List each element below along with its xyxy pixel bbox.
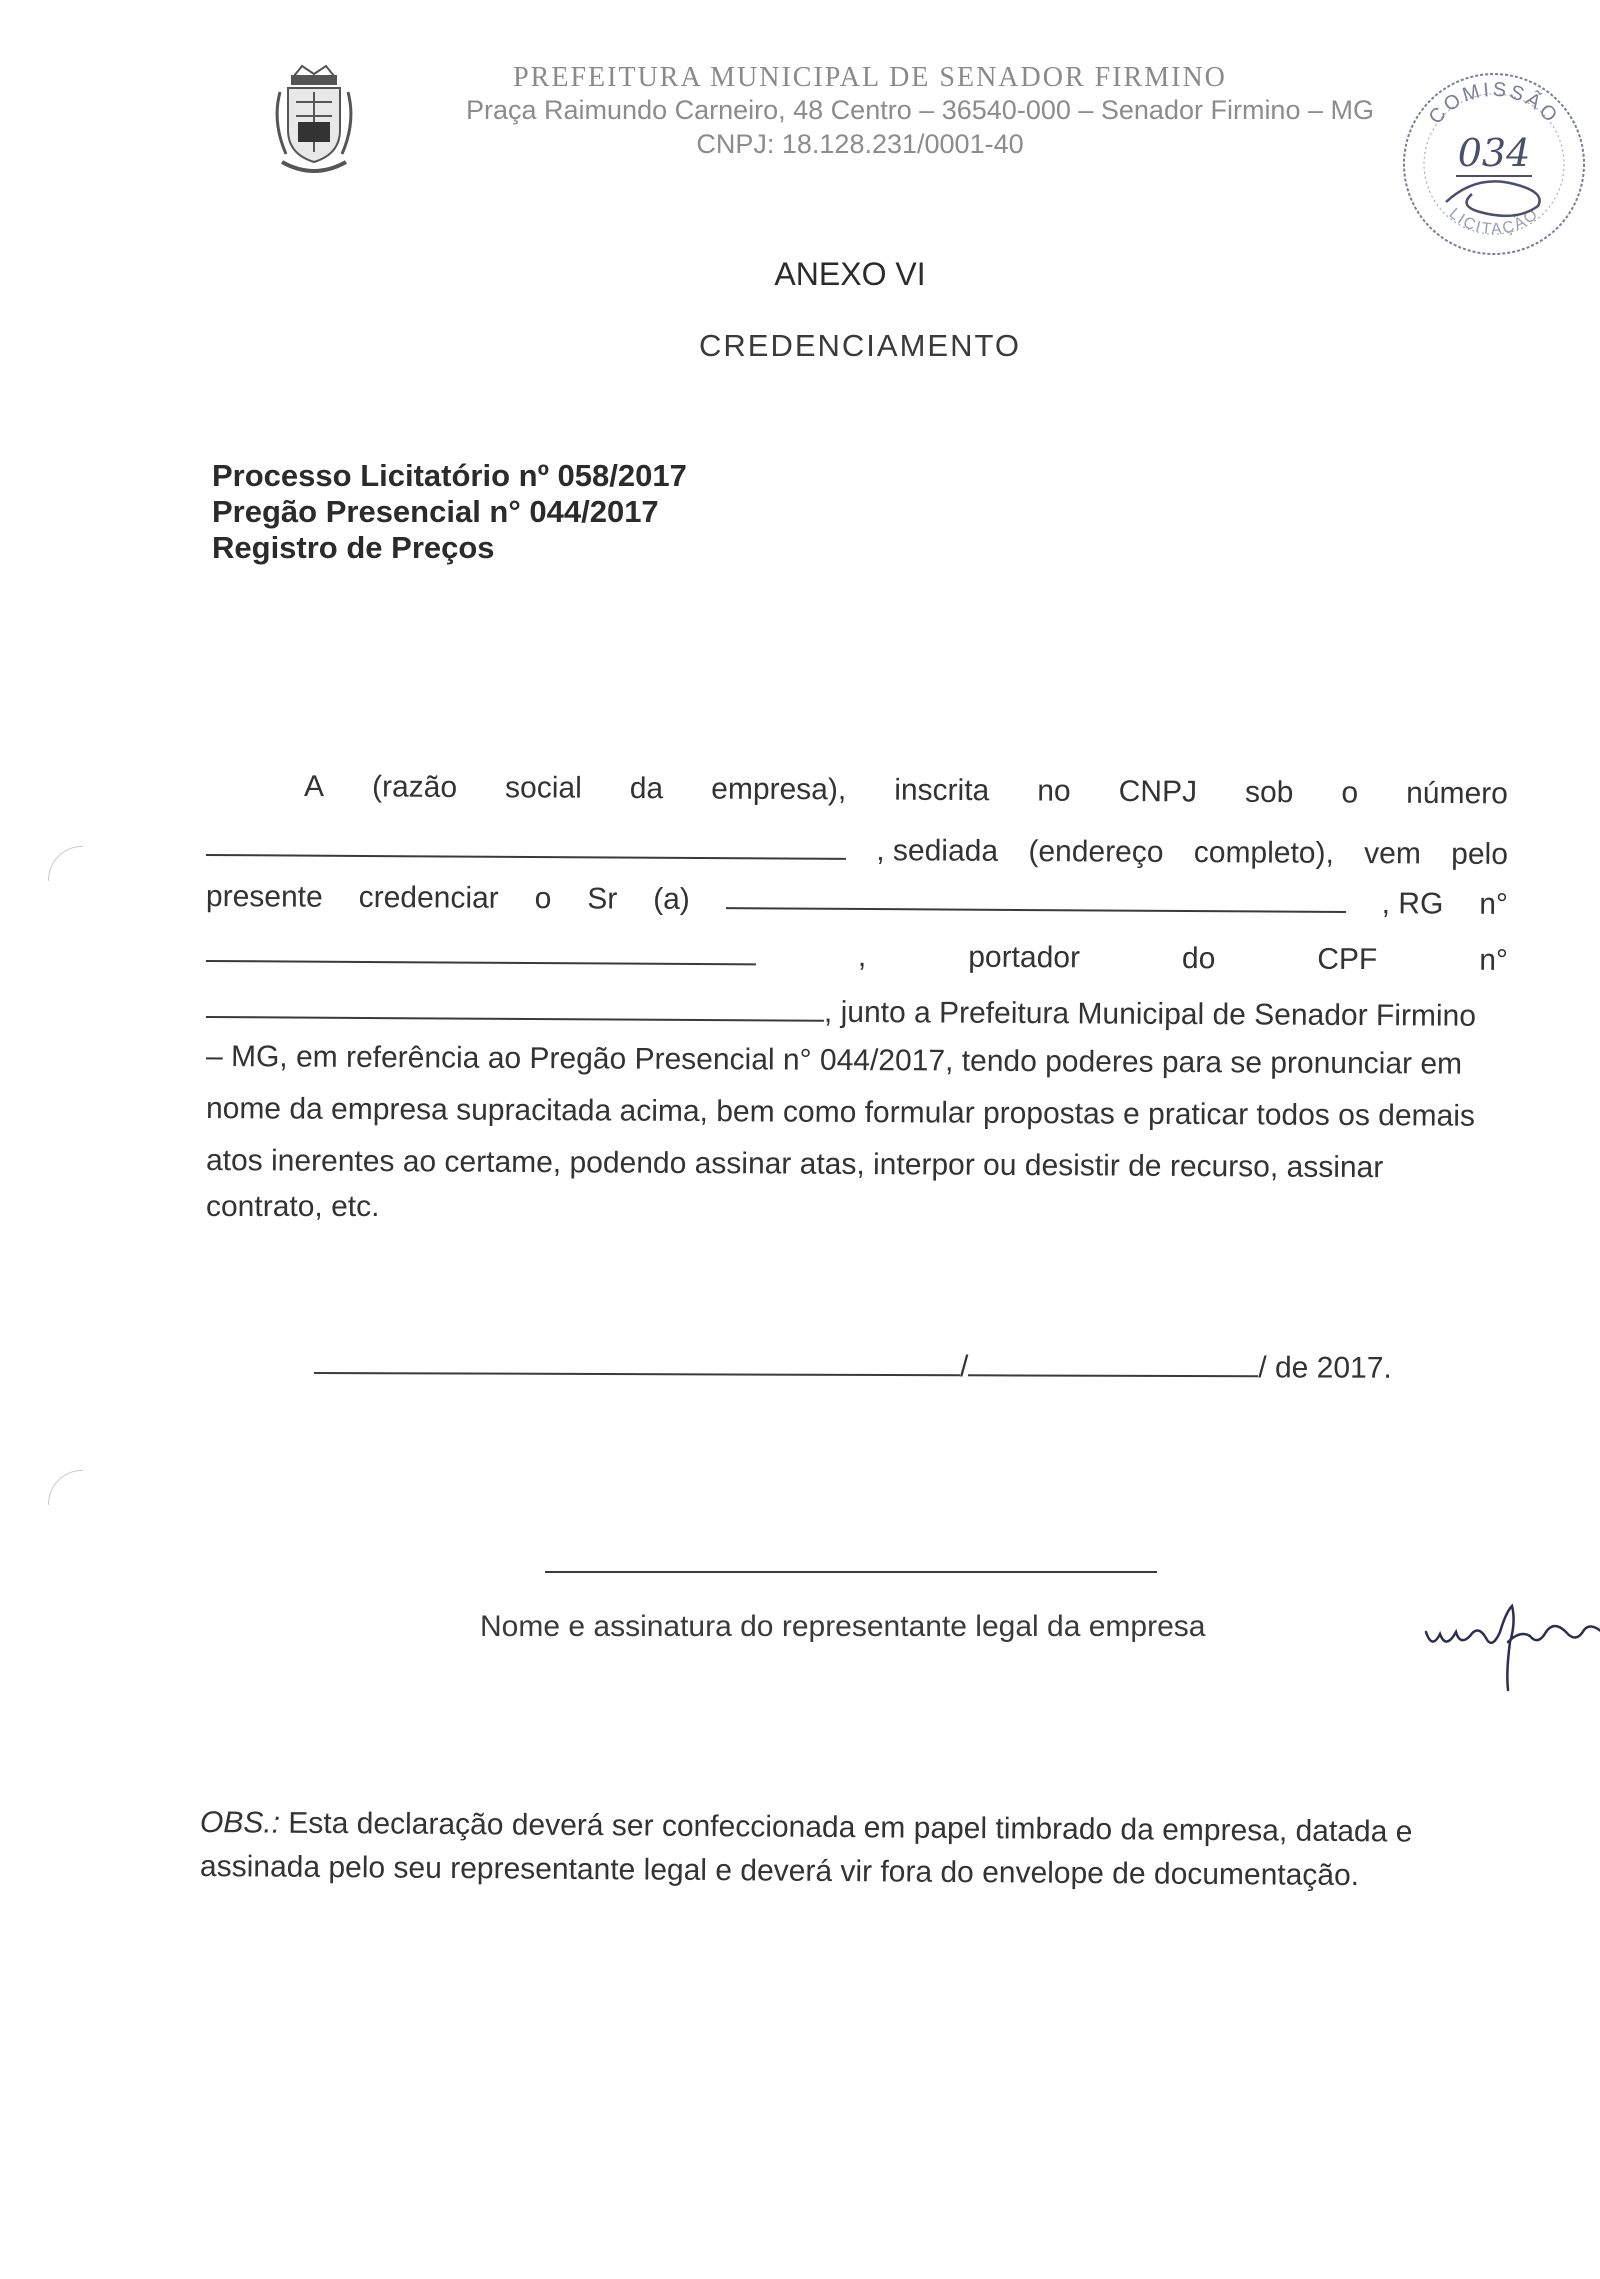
stamp-bottom-text: LICITAÇÃO [1445,205,1543,239]
svg-text:LICITAÇÃO [1446,205,1543,238]
day-month-blank [968,1346,1258,1377]
handwritten-initials [1420,1602,1600,1692]
signature-line [545,1571,1157,1573]
body-line-4: , portador do CPF n° [206,932,1508,978]
rg-blank [206,932,756,965]
cnpj-blank [206,826,846,860]
representative-name-blank [726,879,1346,913]
obs-label: OBS.: [199,1806,281,1840]
obs-line-1: OBS.: Esta declaração deverá ser confeccionada em papel timbrado da empresa, datada e [199,1806,1413,1849]
body-line-8: atos inerentes ao certame, podendo assinar atas, interpor ou desistir de recurso, assinar [205,1144,1384,1185]
stamp-number: 034 [1457,131,1531,175]
punch-hole-mark [48,1470,83,1505]
annex-title: ANEXO VI [774,256,926,292]
cpf-blank [206,988,824,1022]
city-blank [314,1344,960,1376]
svg-text:COMISSÃO [1425,79,1563,129]
auction-number: Pregão Presencial n° 044/2017 [212,494,659,529]
commission-stamp [1396,66,1592,262]
obs-line-2: assinada pelo seu representante legal e deverá vir fora do envelope de documentação. [199,1850,1360,1893]
institution-name: PREFEITURA MUNICIPAL DE SENADOR FIRMINO [513,62,1227,93]
stamp-top-text: COMISSÃO [1424,78,1564,129]
signature-label: Nome e assinatura do representante legal da empresa [480,1610,1206,1643]
body-line-6: – MG, em referência ao Pregão Presencial n° 044/2017, tendo poderes para se pronunciar em [205,1040,1463,1081]
institution-address: Praça Raimundo Carneiro, 48 Centro – 36540-000 – Senador Firmino – MG [466,95,1374,125]
municipal-coat-of-arms-icon [268,62,360,180]
process-number: Processo Licitatório nº 058/2017 [212,458,687,493]
institution-cnpj: CNPJ: 18.128.231/0001-40 [696,129,1024,159]
price-registry: Registro de Preços [212,530,495,565]
body-line-3: presente credenciar o Sr (a) , RG n° [205,880,1509,921]
body-line-7: nome da empresa supracitada acima, bem como formular propostas e praticar todos os demais [205,1092,1476,1133]
body-line-2: , sediada (endereço completo), vem pelo [206,826,1508,872]
body-line-5: , junto a Prefeitura Municipal de Senador Firmino [206,988,1476,1034]
date-line: / / de 2017. [314,1344,1392,1386]
body-line-9: contrato, etc. [206,1190,380,1223]
punch-hole-mark [48,846,83,881]
body-line-1: A (razão social da empresa), inscrita no CNPJ sob o número [303,770,1508,811]
document-subtitle: CREDENCIAMENTO [699,328,1021,363]
